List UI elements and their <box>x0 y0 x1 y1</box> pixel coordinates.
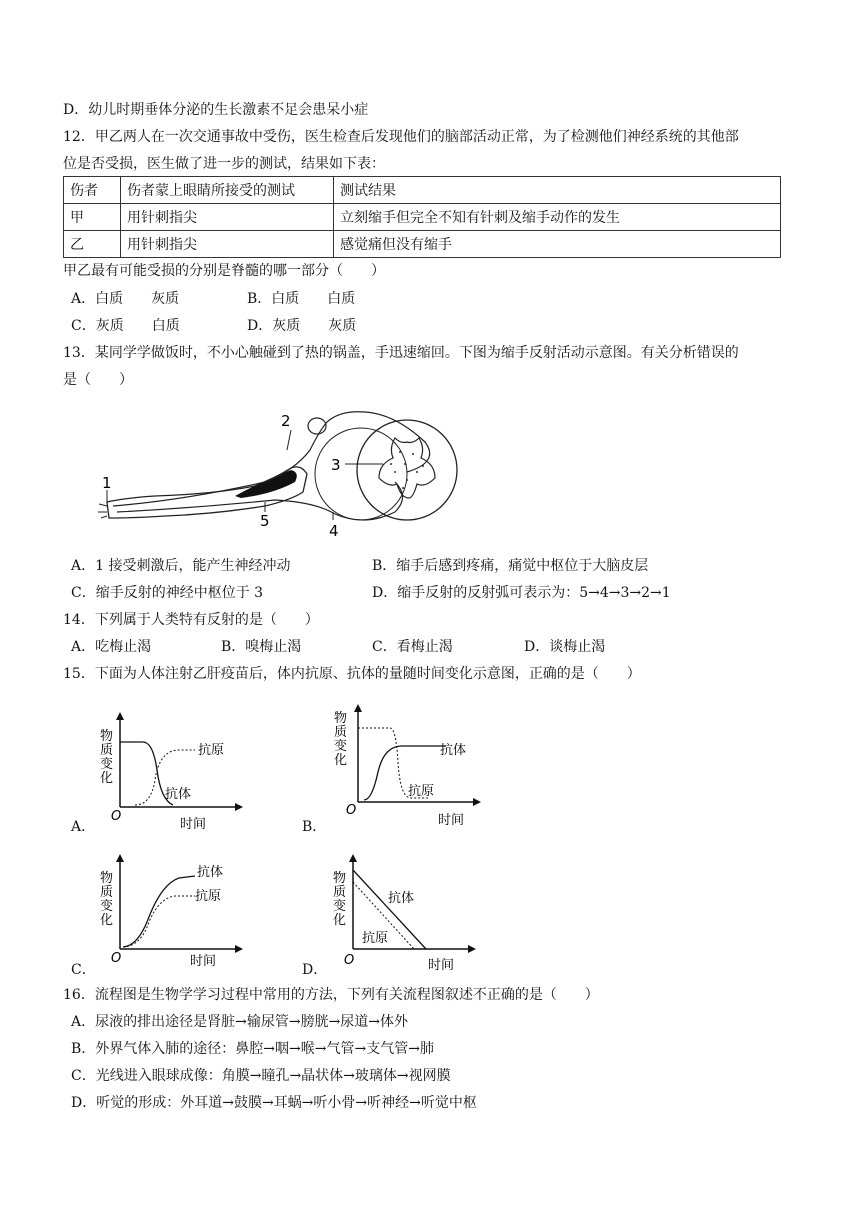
antibody-label: 抗体 <box>197 865 224 880</box>
table-row <box>64 204 781 231</box>
table-header-cell: 伤者 <box>64 177 121 204</box>
label-1: 1 <box>102 474 112 492</box>
q16-stem: 16．流程图是生物学学习过程中常用的方法，下列有关流程图叙述不正确的是（ ） <box>63 987 599 1003</box>
y-axis-label: 物质变化 <box>100 871 114 928</box>
q14-option-b[interactable]: B．嗅梅止渴 <box>221 639 302 655</box>
q12-stem-line1: 12．甲乙两人在一次交通事故中受伤，医生检查后发现他们的脑部活动正常，为了检测他们神经系统的其他部 <box>63 129 739 145</box>
graph-a <box>95 710 245 830</box>
table-cell: 用针刺指尖 <box>121 204 334 231</box>
q13-option-a[interactable]: A．1 接受刺激后，能产生神经冲动 <box>71 558 291 574</box>
table-cell: 感觉痛但没有缩手 <box>334 231 781 258</box>
q15-option-b[interactable]: B． <box>302 819 327 835</box>
antibody-label: 抗体 <box>388 891 415 906</box>
table-cell: 立刻缩手但完全不知有针刺及缩手动作的发生 <box>334 204 781 231</box>
label-4: 4 <box>329 522 339 540</box>
q16-option-d[interactable]: D．听觉的形成：外耳道→鼓膜→耳蜗→听小骨→听神经→听觉中枢 <box>71 1095 477 1111</box>
q12-question: 甲乙最有可能受损的分别是脊髓的哪一部分（ ） <box>63 263 385 279</box>
q12-option-c[interactable]: C．灰质 白质 <box>71 318 180 334</box>
reflex-arc-diagram <box>95 402 485 547</box>
graph-d <box>328 852 478 972</box>
q12-table <box>63 176 781 258</box>
q13-stem-line2: 是（ ） <box>63 372 133 388</box>
x-axis-label: 时间 <box>428 958 455 972</box>
q12-option-b[interactable]: B．白质 白质 <box>247 291 356 307</box>
q13-option-c[interactable]: C．缩手反射的神经中枢位于 3 <box>71 585 264 601</box>
graph-b <box>328 702 488 832</box>
antibody-label: 抗体 <box>165 787 192 802</box>
q12-option-d[interactable]: D．灰质 灰质 <box>247 318 357 334</box>
q12-stem-line2: 位是否受损，医生做了进一步的测试，结果如下表： <box>63 156 385 172</box>
y-axis-label: 物质变化 <box>334 711 348 768</box>
antigen-label: 抗原 <box>195 889 222 904</box>
origin-label: O <box>111 951 122 966</box>
table-cell: 乙 <box>64 231 121 258</box>
q13-stem-line1: 13．某同学学做饭时，不小心触碰到了热的锅盖，手迅速缩回。下图为缩手反射活动示意图。有关分析错误的 <box>63 345 739 361</box>
y-axis-label: 物质变化 <box>100 729 114 786</box>
q11-option-d: D．幼儿时期垂体分泌的生长激素不足会患呆小症 <box>63 102 369 118</box>
q15-option-c[interactable]: C． <box>71 962 96 978</box>
q15-option-a[interactable]: A． <box>71 819 96 835</box>
table-cell: 用针刺指尖 <box>121 231 334 258</box>
table-header-cell: 伤者蒙上眼睛所接受的测试 <box>121 177 334 204</box>
label-2: 2 <box>281 412 291 430</box>
antigen-label: 抗原 <box>362 931 389 946</box>
x-axis-label: 时间 <box>438 813 465 828</box>
q13-option-d[interactable]: D．缩手反射的反射弧可表示为：5→4→3→2→1 <box>372 585 671 601</box>
antigen-label: 抗原 <box>408 784 435 799</box>
table-header-row <box>64 177 781 204</box>
origin-label: O <box>111 809 122 824</box>
q15-stem: 15．下面为人体注射乙肝疫苗后，体内抗原、抗体的量随时间变化示意图，正确的是（ ） <box>63 666 641 682</box>
q15-option-d[interactable]: D． <box>302 962 328 978</box>
antigen-label: 抗原 <box>198 743 225 758</box>
q12-option-a[interactable]: A．白质 灰质 <box>71 291 180 307</box>
q16-option-b[interactable]: B．外界气体入肺的途径：鼻腔→咽→喉→气管→支气管→肺 <box>71 1041 434 1057</box>
q14-option-a[interactable]: A．吃梅止渴 <box>71 639 152 655</box>
q16-option-c[interactable]: C．光线进入眼球成像：角膜→瞳孔→晶状体→玻璃体→视网膜 <box>71 1068 451 1084</box>
y-axis-label: 物质变化 <box>333 871 347 928</box>
x-axis-label: 时间 <box>190 954 217 967</box>
q14-stem: 14．下列属于人类特有反射的是（ ） <box>63 612 319 628</box>
q16-option-a[interactable]: A．尿液的排出途径是肾脏→输尿管→膀胱→尿道→体外 <box>71 1014 409 1030</box>
table-row <box>64 231 781 258</box>
q13-option-b[interactable]: B．缩手后感到疼痛，痛觉中枢位于大脑皮层 <box>372 558 649 574</box>
q14-option-c[interactable]: C．看梅止渴 <box>372 639 453 655</box>
antibody-label: 抗体 <box>440 743 467 758</box>
graph-c <box>95 852 245 967</box>
origin-label: O <box>344 953 355 968</box>
table-cell: 甲 <box>64 204 121 231</box>
label-5: 5 <box>260 512 270 530</box>
table-header-cell: 测试结果 <box>334 177 781 204</box>
label-3: 3 <box>331 456 341 474</box>
origin-label: O <box>346 803 357 818</box>
x-axis-label: 时间 <box>180 817 207 830</box>
q14-option-d[interactable]: D．谈梅止渴 <box>524 639 606 655</box>
